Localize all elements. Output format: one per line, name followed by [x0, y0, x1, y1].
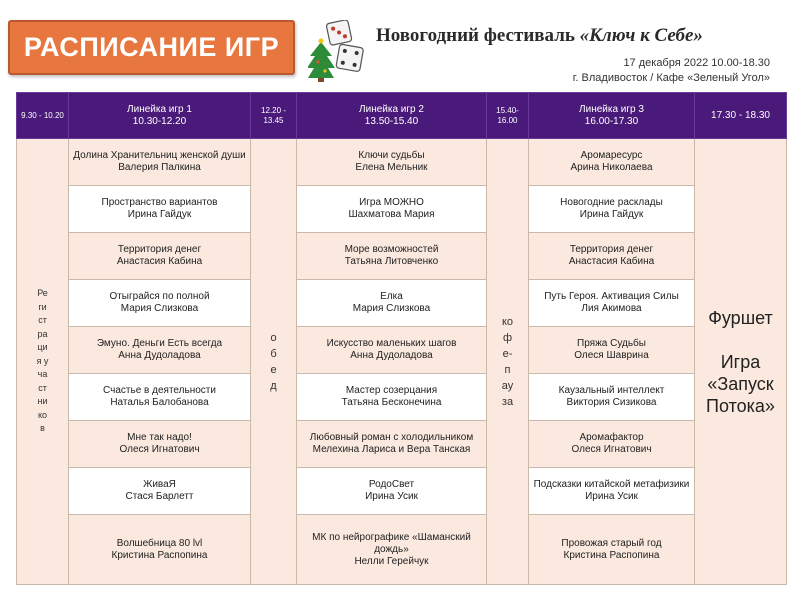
line2-event [297, 139, 487, 186]
event-title: Аромаресурс [580, 150, 643, 162]
line1-event [69, 421, 251, 468]
table-row [17, 327, 787, 374]
event-title: Ключи судьбы [358, 150, 425, 162]
event-host: Мария Слизкова [120, 303, 199, 315]
festival-date: 17 декабря 2022 10.00-18.30 [623, 57, 770, 69]
event-title: РодоСвет [368, 479, 415, 491]
header-line-3-title: Линейка игр 3 [579, 103, 644, 115]
header-line-2 [297, 93, 487, 139]
table-row [17, 139, 787, 186]
event-host: Мелехина Лариса и Вера Танская [312, 444, 471, 456]
table-row [17, 468, 787, 515]
final-game-line-3: Потока» [706, 395, 775, 416]
header-coffee-time: 15.40-16.00 [487, 93, 529, 139]
final-buffet: Фуршет [708, 307, 773, 328]
event-title: Подсказки китайской метафизики [533, 479, 690, 491]
line3-event [529, 186, 695, 233]
event-host: Елена Мельник [355, 162, 428, 174]
event-host: Стася Барлетт [125, 491, 194, 503]
final-game-line-2: «Запуск [707, 373, 774, 394]
event-host: Татьяна Литовченко [344, 256, 439, 268]
final-text [697, 307, 784, 417]
schedule-badge [8, 20, 295, 75]
event-host: Лия Акимова [581, 303, 642, 315]
line1-event [69, 468, 251, 515]
header-line-3-time: 16.00-17.30 [584, 115, 639, 127]
event-title: Любовный роман с холодильником [309, 432, 474, 444]
event-title: Долина Хранительниц женской души [73, 150, 246, 162]
event-title: Каузальный интеллект [558, 385, 665, 397]
event-host: Виктория Сизикова [566, 397, 657, 409]
table-row [17, 515, 787, 585]
event-host: Кристина Распопина [563, 549, 660, 561]
event-title: Искусство маленьких шагов [326, 338, 457, 350]
line2-event [297, 515, 487, 585]
line3-event [529, 233, 695, 280]
event-host: Шахматова Мария [348, 209, 435, 221]
event-title: Море возможностей [344, 244, 439, 256]
event-title: Эмуно. Деньги Есть всегда [96, 338, 223, 350]
line1-event [69, 139, 251, 186]
line3-event [529, 468, 695, 515]
event-title: МК по нейрографике «Шаманский дождь» [312, 531, 471, 555]
event-title: Территория денег [569, 244, 654, 256]
line3-event [529, 327, 695, 374]
event-title: Территория денег [117, 244, 202, 256]
event-host: Олеся Игнатович [119, 444, 200, 456]
registration-text: Регистрация участников [36, 288, 49, 434]
line2-event [297, 186, 487, 233]
header-line-2-title: Линейка игр 2 [359, 103, 424, 115]
header-line-1-time: 10.30-12.20 [132, 115, 187, 127]
event-title: Аромафактор [579, 432, 644, 444]
header-registration-time: 9.30 - 10.20 [17, 93, 69, 139]
line2-event [297, 233, 487, 280]
event-title: Волшебница 80 lvl [116, 537, 203, 549]
event-host: Анна Дудоладова [118, 350, 201, 362]
event-host: Анастасия Кабина [116, 256, 203, 268]
event-host: Ирина Гайдук [579, 209, 644, 221]
event-host: Нелли Герейчук [354, 555, 429, 567]
table-row [17, 233, 787, 280]
table-row [17, 280, 787, 327]
event-host: Валерия Палкина [118, 162, 201, 174]
event-host: Анастасия Кабина [568, 256, 655, 268]
coffee-break-column [487, 139, 529, 585]
table-row [17, 186, 787, 233]
header-line-1-title: Линейка игр 1 [127, 103, 192, 115]
line3-event [529, 280, 695, 327]
event-host: Олеся Шаврина [574, 350, 649, 362]
event-host: Кристина Распопина [111, 549, 208, 561]
line1-event [69, 186, 251, 233]
final-game-line-1: Игра [720, 351, 761, 372]
festival-place: г. Владивосток / Кафе «Зеленый Угол» [572, 72, 770, 84]
line2-event [297, 327, 487, 374]
event-host: Мария Слизкова [352, 303, 431, 315]
header-row [17, 93, 787, 139]
schedule-table [16, 92, 786, 585]
event-host: Татьяна Бесконечина [341, 397, 442, 409]
event-title: ЖиваЯ [143, 479, 176, 491]
event-title: Пряжа Судьбы [577, 338, 646, 350]
lunch-text: обед [270, 331, 277, 392]
line3-event [529, 374, 695, 421]
line2-event [297, 280, 487, 327]
line1-event [69, 327, 251, 374]
line3-event [529, 515, 695, 585]
event-host: Ирина Усик [585, 491, 638, 503]
event-host: Ирина Усик [365, 491, 418, 503]
event-title: Пространство вариантов [101, 197, 218, 209]
table-row [17, 421, 787, 468]
event-title: Игра МОЖНО [359, 197, 424, 209]
festival-title-prefix: Новогодний фестиваль [376, 25, 580, 46]
lunch-column [251, 139, 297, 585]
header-line-1 [69, 93, 251, 139]
event-title: Счастье в деятельности [103, 385, 216, 397]
event-title: Провожая старый год [561, 537, 662, 549]
event-host: Арина Николаева [570, 162, 653, 174]
event-title: Елка [380, 291, 403, 303]
header-line-3 [529, 93, 695, 139]
line3-event [529, 421, 695, 468]
badge-text: РАСПИСАНИЕ ИГР [23, 32, 280, 62]
line1-event [69, 280, 251, 327]
table-row [17, 374, 787, 421]
event-title: Мне так надо! [127, 432, 192, 444]
event-host: Ирина Гайдук [127, 209, 192, 221]
header-lunch-time: 12.20 - 13.45 [251, 93, 297, 139]
line1-event [69, 233, 251, 280]
event-host: Анна Дудоладова [350, 350, 433, 362]
line2-event [297, 421, 487, 468]
line1-event [69, 374, 251, 421]
event-host: Наталья Балобанова [110, 397, 209, 409]
event-title: Отыграйся по полной [109, 291, 210, 303]
header-line-2-time: 13.50-15.40 [364, 115, 419, 127]
header-final-time: 17.30 - 18.30 [695, 93, 787, 139]
registration-column [17, 139, 69, 585]
final-column [695, 139, 787, 585]
festival-title [376, 25, 786, 47]
dice-christmas-tree-logo [308, 20, 374, 82]
line2-event [297, 374, 487, 421]
line1-event [69, 515, 251, 585]
festival-title-quote: «Ключ к Себе» [579, 25, 703, 46]
event-title: Путь Героя. Активация Силы [544, 291, 679, 303]
line3-event [529, 139, 695, 186]
event-title: Новогодние расклады [560, 197, 663, 209]
event-title: Мастер созерцания [345, 385, 438, 397]
coffee-break-text: кофе-пауза [501, 315, 514, 408]
event-host: Олеся Игнатович [571, 444, 652, 456]
line2-event [297, 468, 487, 515]
